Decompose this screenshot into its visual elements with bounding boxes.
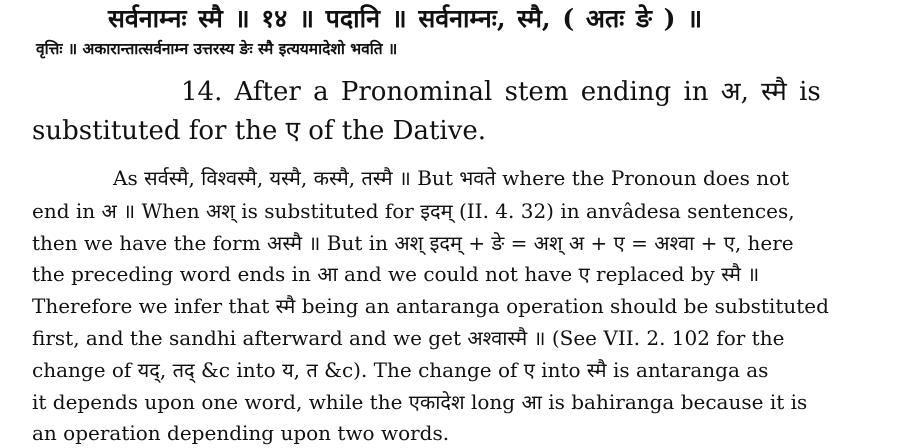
paragraph-line: change of यद्, तद् &c into य, त &c). The change of ए into स्मै is antaranga as (32, 358, 769, 382)
paragraph-line: Therefore we infer that स्मै being an antaranga operation should be substituted (32, 294, 829, 318)
paragraph-line: end in अ ॥ When अश् is substituted for इदम् (II. 4. 32) in anvâdesa sentences, (32, 199, 795, 223)
paragraph-line: it depends upon one word, while the एकादेश long आ is bahiranga because it is (32, 390, 808, 414)
paragraph-line: As सर्वस्मै, विश्वस्मै, यस्मै, कस्मै, तस्मै ॥ But भवते where the Pronoun does not (113, 166, 790, 190)
paragraph-line: then we have the form अस्मै ॥ But in अश् इदम् + ङे = अश् अ + ए = अश्वा + ए, here (32, 231, 794, 255)
vritti-line: वृत्तिः ॥ अकारान्तात्सर्वनाम्न उत्तरस्य ङेः स्मै इत्ययमादेशो भवति ॥ (36, 39, 398, 58)
heading-line-1: 14. After a Pronominal stem ending in अ, स्मै is (181, 77, 821, 107)
paragraph-line: the preceding word ends in आ and we could not have ए replaced by स्मै ॥ (32, 262, 760, 286)
heading-line-2: substituted for the ए of the Dative. (32, 116, 487, 146)
sutra-line: सर्वनाम्नः स्मै ॥ १४ ॥ पदानि ॥ सर्वनाम्नः, स्मै, ( अतः ङे ) ॥ (108, 4, 703, 33)
paragraph-line: first, and the sandhi afterward and we get अश्वास्मै ॥ (See VII. 2. 102 for the (32, 326, 785, 350)
paragraph-line: an operation depending upon two words. (32, 421, 450, 445)
